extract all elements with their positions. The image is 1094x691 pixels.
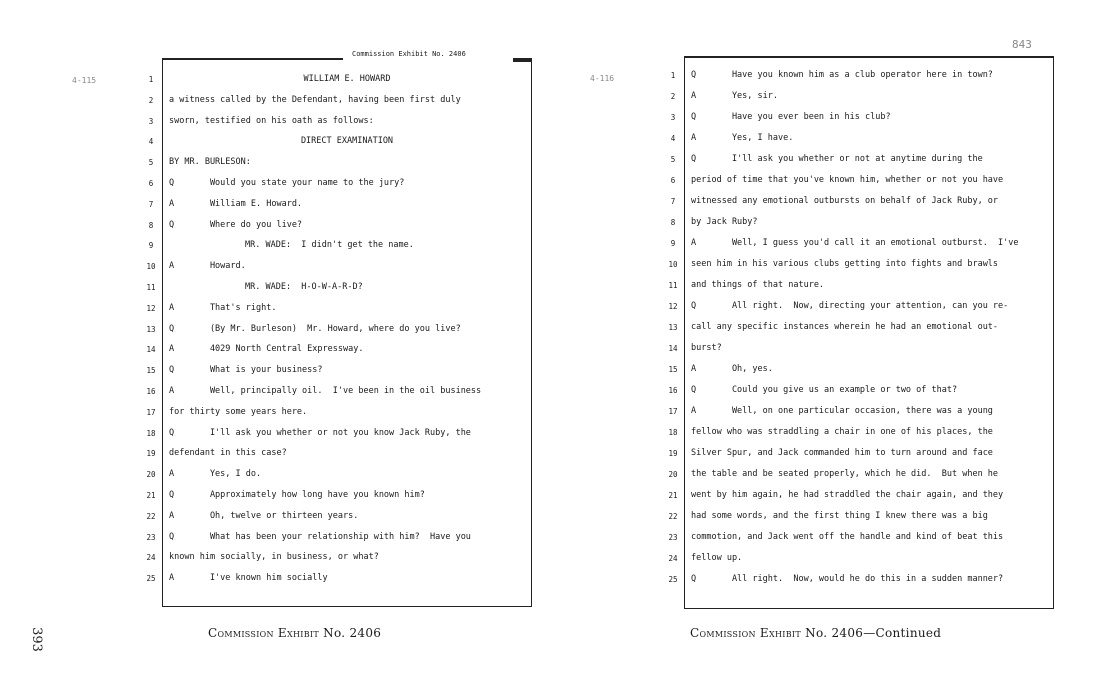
transcript-line — [148, 240, 531, 260]
line-text: A That's right. — [169, 302, 277, 313]
line-number: 4 — [670, 134, 676, 143]
line-number: 14 — [668, 344, 678, 353]
line-text: had some words, and the first thing I knew there was a big — [691, 511, 988, 521]
transcript-line — [148, 178, 531, 198]
line-text: fellow up. — [691, 553, 743, 563]
line-text: by Jack Ruby? — [691, 217, 758, 227]
left-caption — [208, 626, 381, 640]
transcript-line — [668, 427, 1053, 447]
line-number: 15 — [146, 366, 156, 376]
line-text: period of time that you've known him, whether or not you have — [691, 175, 1004, 185]
line-text: Q Would you state your name to the jury? — [169, 178, 405, 188]
line-text: A Yes, I do. — [169, 469, 262, 480]
transcript-line — [146, 282, 531, 302]
line-text: for thirty some years here. — [169, 406, 308, 417]
line-text: sworn, testified on his oath as follows: — [169, 115, 374, 126]
line-text: A I've known him socially — [169, 573, 328, 584]
right-caption — [690, 626, 941, 640]
line-number: 24 — [146, 553, 156, 563]
transcript-line — [146, 427, 531, 448]
line-number: 19 — [146, 449, 156, 459]
line-number: 23 — [146, 532, 156, 542]
transcript-line — [146, 386, 531, 406]
transcript-line — [146, 406, 531, 427]
line-number: 18 — [668, 428, 678, 437]
line-number: 7 — [670, 197, 676, 206]
line-text: the table and be seated properly, which he did. But when he — [691, 469, 999, 479]
transcript-line — [670, 91, 1053, 111]
transcript-line — [668, 259, 1053, 279]
line-number: 17 — [146, 407, 156, 417]
line-number: 13 — [146, 324, 156, 334]
transcript-line — [670, 175, 1053, 195]
transcript-line — [668, 448, 1053, 468]
line-text: A Howard. — [169, 261, 246, 272]
line-number: 18 — [146, 428, 156, 438]
line-number: 10 — [146, 262, 156, 272]
transcript-line — [148, 198, 531, 219]
line-text: Q I'll ask you whether or not you know Jack Ruby, the — [169, 427, 471, 438]
transcript-line — [146, 573, 531, 593]
line-number: 10 — [668, 260, 678, 269]
transcript-line — [146, 531, 531, 552]
line-text: burst? — [691, 343, 722, 353]
line-number: 5 — [148, 158, 154, 168]
transcript-line — [670, 70, 1053, 90]
transcript-line — [146, 344, 531, 364]
transcript-line — [146, 510, 531, 531]
line-number: 8 — [148, 220, 154, 230]
right-caption-number: No. 2406—Continued — [805, 626, 942, 640]
line-text: Q All right. Now, would he do this in a sudden manner? — [691, 574, 1004, 584]
line-number: 14 — [146, 345, 156, 355]
line-number: 23 — [668, 533, 678, 542]
left-caption-number: No. 2406 — [323, 626, 382, 640]
line-text: commotion, and Jack went off the handle and kind of beat this — [691, 532, 1004, 542]
line-text: Q What is your business? — [169, 365, 323, 376]
line-number: 22 — [146, 511, 156, 521]
line-number: 6 — [670, 176, 676, 185]
line-text: and things of that nature. — [691, 280, 825, 290]
line-text: Q (By Mr. Burleson) Mr. Howard, where do you live? — [169, 323, 461, 334]
transcript-line — [148, 157, 531, 177]
line-text: Q Have you ever been in his club? — [691, 112, 891, 122]
line-number: 21 — [146, 491, 156, 500]
transcript-line — [668, 280, 1053, 300]
line-text: Q Could you give us an example or two of that? — [691, 385, 958, 395]
line-text: Q All right. Now, directing your attention, can you re- — [691, 301, 1009, 311]
line-number: 16 — [668, 386, 678, 395]
left-page-header: Commission Exhibit No. 2406 — [352, 50, 466, 58]
line-text: MR. WADE: H-O-W-A-R-D? — [245, 282, 363, 292]
transcript-line — [146, 469, 531, 489]
line-number: 12 — [146, 303, 156, 313]
line-number: 11 — [146, 283, 156, 292]
left-page-marker: 4-115 — [72, 76, 97, 85]
transcript-line — [146, 261, 531, 281]
transcript-line — [668, 532, 1053, 552]
transcript-line — [670, 238, 1053, 258]
transcript-line — [148, 94, 531, 115]
right-caption-prefix: Commission Exhibit — [690, 626, 802, 640]
line-text: Q Where do you live? — [169, 219, 303, 230]
line-text: Q Approximately how long have you known him? — [169, 490, 425, 500]
transcript-line — [148, 74, 531, 94]
right-page-marker: 4-116 — [590, 74, 615, 83]
right-transcript-page — [668, 56, 1054, 609]
transcript-line — [146, 552, 531, 572]
line-text: fellow who was straddling a chair in one of his places, the — [691, 427, 993, 437]
transcript-line — [668, 469, 1053, 489]
line-text: A Well, principally oil. I've been in the oil business — [169, 386, 482, 396]
transcript-line — [670, 217, 1053, 237]
line-number: 3 — [670, 113, 676, 122]
line-number: 20 — [668, 470, 678, 479]
line-text: DIRECT EXAMINATION — [300, 136, 394, 147]
line-number: 6 — [148, 179, 154, 188]
top-border — [163, 58, 343, 60]
line-number: 9 — [670, 239, 676, 248]
line-text: Q Have you known him as a club operator here in town? — [691, 70, 993, 80]
left-caption-prefix: Commission Exhibit — [208, 626, 320, 640]
line-text: went by him again, he had straddled the chair again, and they — [691, 490, 1004, 500]
line-text: A Oh, twelve or thirteen years. — [169, 510, 359, 521]
left-transcript-page — [146, 58, 532, 607]
line-number: 19 — [668, 449, 678, 458]
line-text: BY MR. BURLESON: — [169, 157, 251, 168]
line-number: 13 — [668, 323, 678, 332]
line-number: 12 — [668, 302, 678, 311]
transcript-line — [670, 133, 1053, 153]
side-page-number: 393 — [28, 627, 44, 652]
transcript-line — [146, 323, 531, 344]
transcript-line — [146, 490, 531, 510]
line-text: Silver Spur, and Jack commanded him to turn around and face — [691, 448, 993, 458]
line-number: 9 — [148, 241, 154, 251]
line-number: 25 — [668, 575, 678, 584]
line-number: 21 — [668, 491, 678, 500]
line-number: 25 — [146, 574, 156, 584]
right-page-number: 843 — [1012, 38, 1032, 51]
line-text: Q What has been your relationship with him? Have you — [169, 531, 471, 542]
line-number: 7 — [148, 199, 154, 209]
line-number: 11 — [668, 281, 678, 290]
line-text: A William E. Howard. — [169, 198, 303, 209]
line-number: 20 — [146, 470, 156, 480]
top-border-end — [513, 58, 531, 62]
transcript-line — [146, 365, 531, 385]
line-number: 17 — [668, 407, 678, 416]
line-number: 2 — [670, 92, 676, 101]
line-number: 4 — [148, 137, 154, 147]
line-text: A Well, on one particular occasion, there was a young — [691, 406, 993, 416]
line-text: A Oh, yes. — [691, 364, 773, 374]
line-number: 1 — [670, 71, 676, 80]
line-text: a witness called by the Defendant, having been first duly — [169, 94, 461, 105]
line-text: known him socially, in business, or what? — [169, 552, 379, 563]
line-text: Q I'll ask you whether or not at anytime during the — [691, 154, 983, 164]
transcript-line — [148, 219, 531, 240]
line-number: 22 — [668, 512, 678, 521]
transcript-line — [148, 115, 531, 136]
line-number: 15 — [668, 365, 678, 374]
line-number: 24 — [668, 554, 678, 563]
transcript-line — [146, 448, 531, 468]
line-text: WILLIAM E. HOWARD — [303, 74, 391, 84]
transcript-line — [668, 511, 1053, 531]
transcript-line — [670, 112, 1053, 132]
transcript-line — [148, 136, 531, 156]
line-text: call any specific instances wherein he had an emotional out- — [691, 322, 999, 332]
transcript-line — [668, 490, 1053, 510]
line-text: A Yes, I have. — [691, 133, 794, 143]
transcript-line — [668, 406, 1053, 426]
line-text: MR. WADE: I didn't get the name. — [245, 240, 414, 251]
line-number: 3 — [148, 116, 154, 126]
line-text: A 4029 North Central Expressway. — [169, 344, 364, 355]
transcript-line — [668, 301, 1053, 321]
transcript-line — [668, 322, 1053, 342]
transcript-line — [668, 343, 1053, 363]
line-number: 16 — [146, 387, 156, 396]
line-text: defendant in this case? — [169, 448, 287, 459]
line-number: 5 — [670, 155, 676, 164]
line-number: 2 — [148, 95, 154, 105]
transcript-line — [668, 385, 1053, 405]
line-text: witnessed any emotional outbursts on behalf of Jack Ruby, or — [691, 196, 999, 206]
line-text: A Well, I guess you'd call it an emotional outburst. I've — [691, 238, 1019, 248]
line-text: A Yes, sir. — [691, 91, 778, 101]
line-number: 1 — [148, 75, 154, 84]
top-border — [685, 56, 1053, 58]
line-number: 8 — [670, 218, 676, 227]
transcript-line — [668, 364, 1053, 384]
transcript-line — [668, 574, 1053, 594]
transcript-line — [670, 154, 1053, 174]
transcript-line — [670, 196, 1053, 216]
line-text: seen him in his various clubs getting into fights and brawls — [691, 259, 999, 269]
transcript-line — [668, 553, 1053, 573]
transcript-line — [146, 302, 531, 323]
